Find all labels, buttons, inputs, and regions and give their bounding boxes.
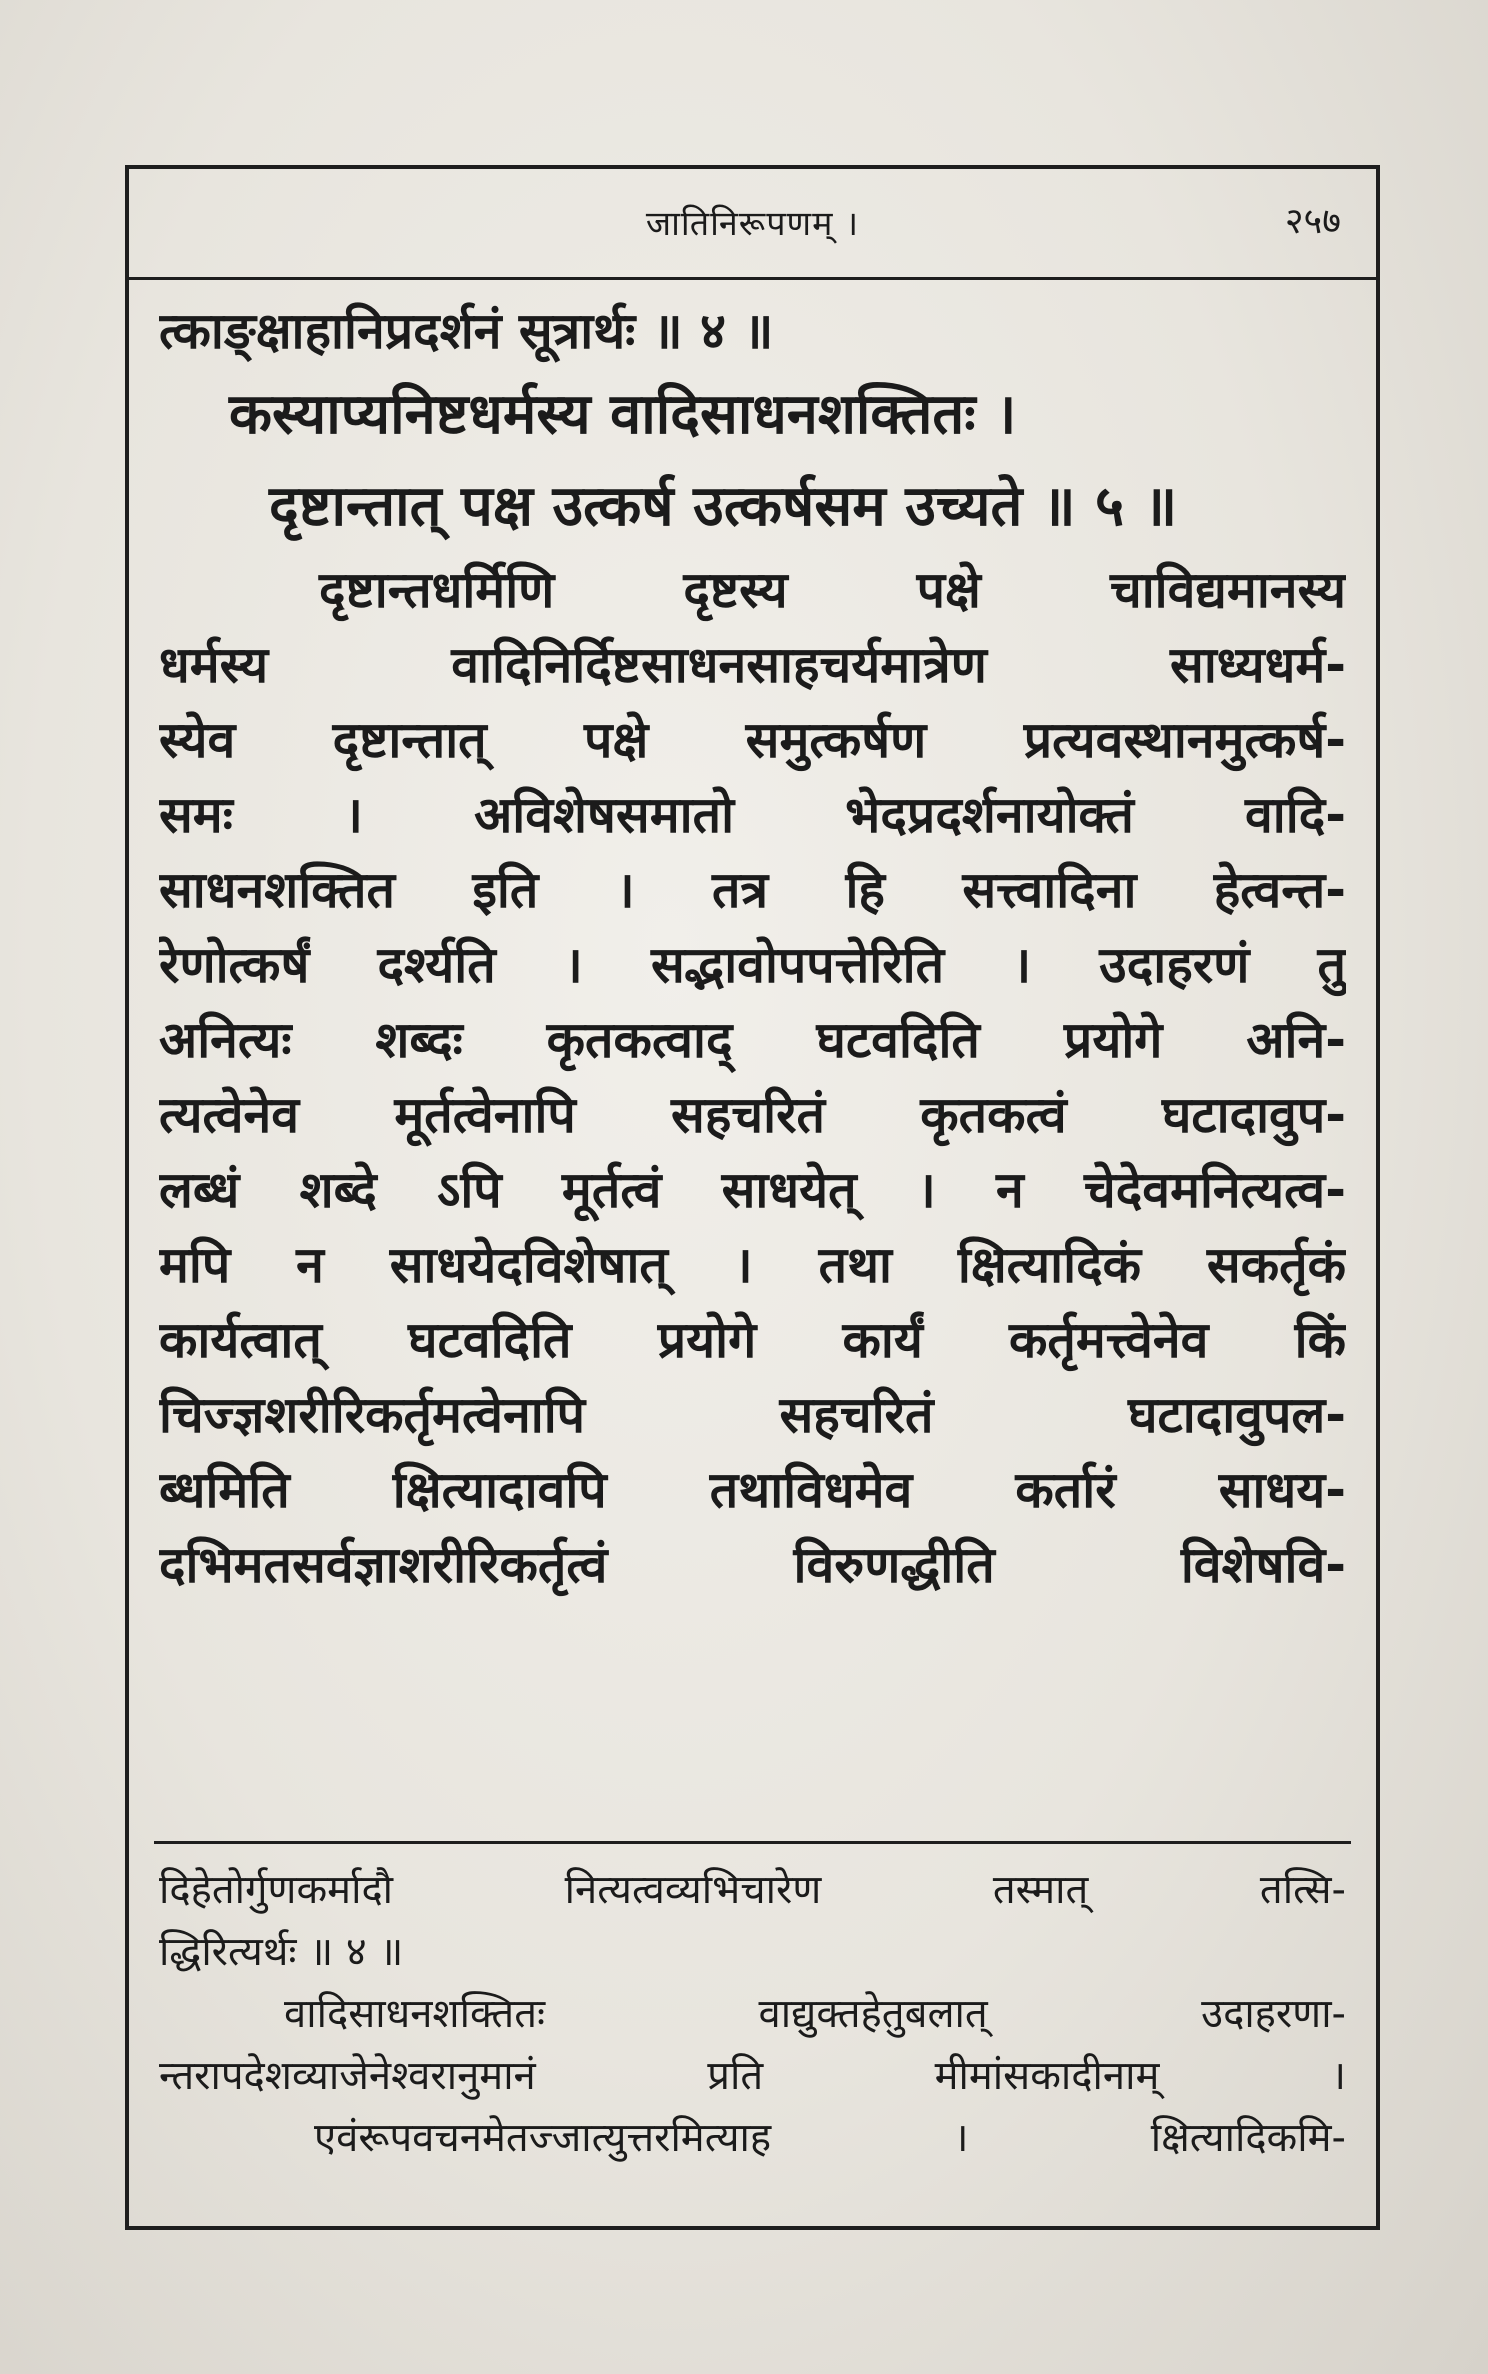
text-line: समः । अविशेषसमातो भेदप्रदर्शनायोक्तं वादि-: [159, 786, 1346, 844]
text-line: त्यत्वेनेव मूर्तत्वेनापि सहचरितं कृतकत्वं घटादावुप-: [159, 1086, 1346, 1144]
page-header: [129, 169, 1376, 279]
text-line: दृष्टान्तधर्मिणि दृष्टस्य पक्षे चाविद्यमानस्य: [319, 561, 1346, 619]
text-line: रेणोत्कर्षं दर्श्यति । सद्भावोपपत्तेरिति । उदाहरणं तु: [159, 936, 1346, 994]
text-line: ब्धमिति क्षित्यादावपि तथाविधमेव कर्तारं साधय-: [159, 1461, 1346, 1519]
text-line: दभिमतसर्वज्ञाशरीरिकर्तृत्वं विरुणद्धीति विशेषवि-: [159, 1536, 1346, 1594]
verse-line: कस्याप्यनिष्टधर्मस्य वादिसाधनशक्तितः ।: [229, 382, 1017, 447]
footnote: [159, 1859, 1346, 2169]
text-line: धर्मस्य वादिनिर्दिष्टसाधनसाहचर्यमात्रेण साध्यधर्म-: [159, 636, 1346, 694]
page-frame: [125, 165, 1380, 2230]
footnote-line: वादिसाधनशक्तितः वाद्युक्तहेतुबलात् उदाहरणा-: [284, 1991, 1346, 2037]
text-line: लब्धं शब्दे ऽपि मूर्तत्वं साधयेत् । न चेदेवमनित्यत्व-: [159, 1161, 1346, 1219]
running-title: जातिनिरूपणम् ।: [645, 204, 860, 244]
footnote-line: दिहेतोर्गुणकर्मादौ नित्यत्वव्यभिचारेण तस्मात् तत्सि-: [159, 1867, 1346, 1913]
verse-line: दृष्टान्तात् पक्ष उत्कर्ष उत्कर्षसम उच्यते ॥ ५ ॥: [269, 474, 1178, 539]
footnote-line: द्धिरित्यर्थः ॥ ४ ॥: [159, 1929, 404, 1975]
text-line: मपि न साधयेदविशेषात् । तथा क्षित्यादिकं सकर्तृकं: [159, 1236, 1346, 1294]
text-line: स्येव दृष्टान्तात् पक्षे समुत्कर्षण प्रत्यवस्थानमुत्कर्ष-: [159, 711, 1346, 769]
text-line: कार्यत्वात् घटवदिति प्रयोगे कार्यं कर्तृमत्त्वेनेव किं: [159, 1311, 1346, 1369]
footnote-rule: [154, 1841, 1351, 1844]
main-text: [159, 294, 1346, 1603]
text-line: अनित्यः शब्दः कृतकत्वाद् घटवदिति प्रयोगे अनि-: [159, 1011, 1346, 1069]
text-line: त्काङ्क्षाहानिप्रदर्शनं सूत्रार्थः ॥ ४ ॥: [159, 302, 774, 360]
footnote-line: एवंरूपवचनमेतज्जात्युत्तरमित्याह । क्षित्यादिकमि-: [314, 2115, 1346, 2161]
text-line: साधनशक्तित इति । तत्र हि सत्त्वादिना हेत्वन्त-: [159, 861, 1346, 919]
page-number: २५७: [1284, 201, 1341, 242]
header-rule: [129, 277, 1376, 280]
text-line: चिज्ज्ञशरीरिकर्तृमत्वेनापि सहचरितं घटादावुपल-: [159, 1386, 1346, 1444]
footnote-line: न्तरापदेशव्याजेनेश्वरानुमानं प्रति मीमांसकादीनाम् ।: [159, 2053, 1346, 2099]
